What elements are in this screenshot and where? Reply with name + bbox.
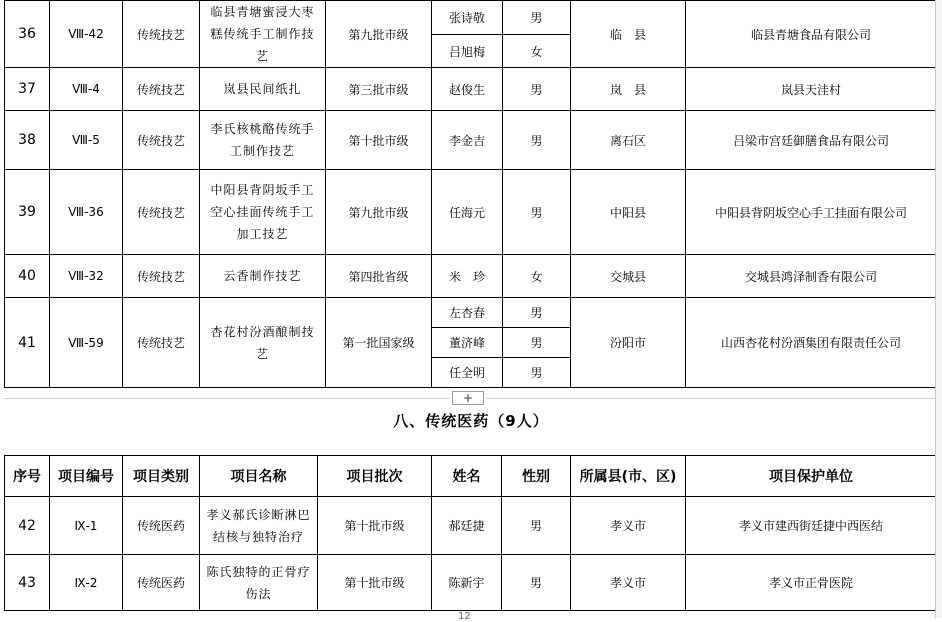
category-cell: 传统医药 xyxy=(123,497,200,555)
protection-unit-cell: 岚县天洼村 xyxy=(686,68,937,111)
batch-cell: 第十批市级 xyxy=(318,555,432,611)
header-project-name: 项目名称 xyxy=(200,456,318,497)
county-cell: 中阳县 xyxy=(571,170,686,255)
protection-unit-cell: 孝义市正骨医院 xyxy=(686,555,937,611)
gender-cell: 男 xyxy=(503,111,571,170)
protection-unit-cell: 临县青塘食品有限公司 xyxy=(686,1,937,68)
header-seq: 序号 xyxy=(5,456,50,497)
code-cell: Ⅷ-59 xyxy=(50,298,123,388)
project-name-cell: 岚县民间纸扎 xyxy=(200,68,326,111)
seq-cell: 39 xyxy=(5,170,50,255)
person-name-cell: 吕旭梅 xyxy=(432,35,503,68)
batch-cell: 第三批市级 xyxy=(326,68,432,111)
county-cell: 孝义市 xyxy=(571,497,686,555)
protection-unit-cell: 孝义市建西街廷捷中西医结 xyxy=(686,497,937,555)
protection-unit-cell: 交城县鸿泽制香有限公司 xyxy=(686,255,937,298)
gender-cell: 女 xyxy=(503,255,571,298)
page-number: 12 xyxy=(458,611,471,622)
gender-cell: 男 xyxy=(503,358,571,388)
project-name-cell: 中阳县背阴坂手工空心挂面传统手工加工技艺 xyxy=(200,170,326,255)
category-cell: 传统医药 xyxy=(123,555,200,611)
table-row xyxy=(5,111,937,170)
header-county: 所属县(市、区) xyxy=(571,456,686,497)
project-name-cell: 云香制作技艺 xyxy=(200,255,326,298)
code-cell: Ⅷ-5 xyxy=(50,111,123,170)
heritage-table-traditional-medicine xyxy=(4,455,937,611)
header-code: 项目编号 xyxy=(50,456,123,497)
seq-cell: 42 xyxy=(5,497,50,555)
project-name-cell: 杏花村汾酒酿制技艺 xyxy=(200,298,326,388)
protection-unit-cell: 吕梁市宫廷御膳食品有限公司 xyxy=(686,111,937,170)
gender-cell: 男 xyxy=(502,555,571,611)
table-row xyxy=(5,170,937,255)
person-name-cell: 张诗敬 xyxy=(432,1,503,35)
table-row xyxy=(5,255,937,298)
table-row xyxy=(5,68,937,111)
protection-unit-cell: 中阳县背阴坂空心手工挂面有限公司 xyxy=(686,170,937,255)
seq-cell: 43 xyxy=(5,555,50,611)
seq-cell: 41 xyxy=(5,298,50,388)
protection-unit-cell: 山西杏花村汾酒集团有限责任公司 xyxy=(686,298,937,388)
table-row xyxy=(5,497,937,555)
gender-cell: 男 xyxy=(503,328,571,358)
heritage-table-traditional-crafts xyxy=(4,0,937,388)
county-cell: 岚 县 xyxy=(571,68,686,111)
page-break-line xyxy=(4,398,450,399)
table-header-row xyxy=(5,456,937,497)
code-cell: Ⅷ-36 xyxy=(50,170,123,255)
county-cell: 孝义市 xyxy=(571,555,686,611)
seq-cell: 36 xyxy=(5,1,50,68)
code-cell: Ⅸ-1 xyxy=(50,497,123,555)
batch-cell: 第一批国家级 xyxy=(326,298,432,388)
batch-cell: 第九批市级 xyxy=(326,170,432,255)
category-cell: 传统技艺 xyxy=(123,255,200,298)
gender-cell: 女 xyxy=(503,35,571,68)
gender-cell: 男 xyxy=(502,497,571,555)
section-title: 八、传统医药（9人） xyxy=(393,412,549,430)
code-cell: Ⅸ-2 xyxy=(50,555,123,611)
seq-cell: 40 xyxy=(5,255,50,298)
county-cell: 临 县 xyxy=(571,1,686,68)
person-name-cell: 郝廷捷 xyxy=(432,497,502,555)
person-name-cell: 董济峰 xyxy=(432,328,503,358)
code-cell: Ⅷ-32 xyxy=(50,255,123,298)
header-gender: 性别 xyxy=(502,456,571,497)
table-row xyxy=(5,298,937,328)
project-name-cell: 李氏核桃酪传统手工制作技艺 xyxy=(200,111,326,170)
vertical-scrollbar[interactable] xyxy=(935,0,942,618)
batch-cell: 第十批市级 xyxy=(318,497,432,555)
header-batch: 项目批次 xyxy=(318,456,432,497)
project-name-cell: 临县青塘蜜浸大枣糕传统手工制作技艺 xyxy=(200,1,326,68)
project-name-cell: 孝义郝氏诊断淋巴结核与独特治疗 xyxy=(200,497,318,555)
page-break-line xyxy=(486,398,936,399)
category-cell: 传统技艺 xyxy=(123,170,200,255)
county-cell: 离石区 xyxy=(571,111,686,170)
table-row xyxy=(5,1,937,35)
batch-cell: 第四批省级 xyxy=(326,255,432,298)
code-cell: Ⅷ-42 xyxy=(50,1,123,68)
gender-cell: 男 xyxy=(503,298,571,328)
project-name-cell: 陈氏独特的正骨疗伤法 xyxy=(200,555,318,611)
insert-row-button[interactable]: + xyxy=(452,391,484,405)
gender-cell: 男 xyxy=(503,68,571,111)
category-cell: 传统技艺 xyxy=(123,68,200,111)
category-cell: 传统技艺 xyxy=(123,298,200,388)
table-row xyxy=(5,555,937,611)
county-cell: 汾阳市 xyxy=(571,298,686,388)
person-name-cell: 赵俊生 xyxy=(432,68,503,111)
person-name-cell: 陈新宇 xyxy=(432,555,502,611)
header-protection-unit: 项目保护单位 xyxy=(686,456,937,497)
seq-cell: 37 xyxy=(5,68,50,111)
person-name-cell: 李金吉 xyxy=(432,111,503,170)
person-name-cell: 任全明 xyxy=(432,358,503,388)
category-cell: 传统技艺 xyxy=(123,111,200,170)
code-cell: Ⅷ-4 xyxy=(50,68,123,111)
person-name-cell: 米 珍 xyxy=(432,255,503,298)
county-cell: 交城县 xyxy=(571,255,686,298)
header-person-name: 姓名 xyxy=(432,456,502,497)
person-name-cell: 任海元 xyxy=(432,170,503,255)
seq-cell: 38 xyxy=(5,111,50,170)
batch-cell: 第十批市级 xyxy=(326,111,432,170)
header-category: 项目类别 xyxy=(123,456,200,497)
batch-cell: 第九批市级 xyxy=(326,1,432,68)
gender-cell: 男 xyxy=(503,1,571,35)
category-cell: 传统技艺 xyxy=(123,1,200,68)
gender-cell: 男 xyxy=(503,170,571,255)
person-name-cell: 左杏春 xyxy=(432,298,503,328)
